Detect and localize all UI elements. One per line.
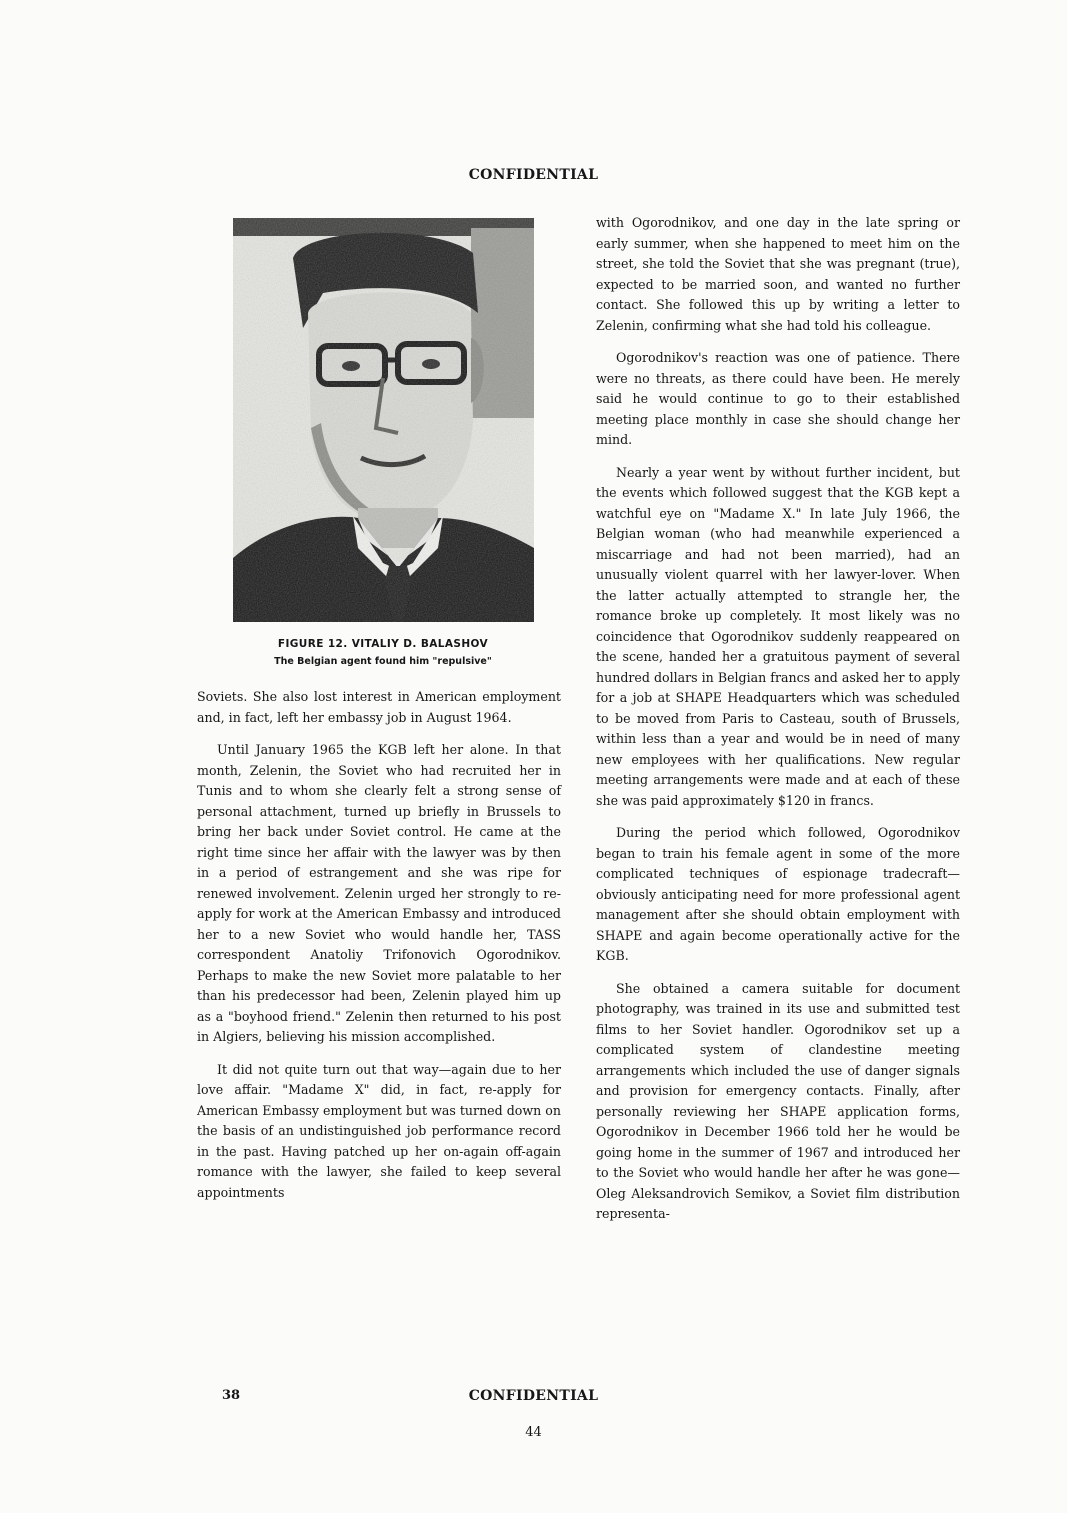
paragraph: with Ogorodnikov, and one day in the late spring or early summer, when she happened to meet him on the street, she told the Soviet that she was pregnant (true), expected to be married soon, and wanted no further contact. She followed this up by writing a letter to Zelenin, confirming what she had told his colleague. (596, 215, 960, 333)
portrait-photo (233, 218, 534, 622)
figure-caption-title: FIGURE 12. VITALIY D. BALASHOV (277, 638, 489, 650)
paragraph: Until January 1965 the KGB left her alone. In that month, Zelenin, the Soviet who had recruited her in Tunis and to whom she clearly felt a strong sense of personal attachment, turned up briefly in Brussels to bring her back under Soviet control. He came at the right time since her affair with the lawyer was by then in a period of estrangement and she was ripe for renewed involvement. Zelenin urged her strongly to re-apply for work at the American Embassy and introduced her to a new Soviet who would handle her, TASS correspondent Anatoliy Trifonovich Ogorodnikov. Perhaps to make the new Soviet more palatable to her than his predecessor had been, Zelenin played him up as a "boyhood friend." Zelenin then returned to his post in Algiers, believing his mission accomplished. (197, 742, 561, 1044)
paragraph: Soviets. She also lost interest in American employment and, in fact, left her embassy job in August 1964. (197, 689, 561, 725)
page-header: CONFIDENTIAL (468, 167, 599, 183)
figure-caption-subtitle: The Belgian agent found him "repulsive" (274, 656, 492, 667)
paragraph: Ogorodnikov's reaction was one of patience. There were no threats, as there could have been. He merely said he would continue to go to their established meeting place monthly in case she should change her mind. (596, 350, 960, 447)
page-footer: CONFIDENTIAL (468, 1388, 599, 1404)
page-number: 38 (222, 1388, 241, 1403)
paragraph: Nearly a year went by without further incident, but the events which followed suggest that the KGB kept a watchful eye on "Madame X." In late July 1966, the Belgian woman (who had meanwhile experienced a miscarriage and had not been married), had an unusually violent quarrel with her lawyer-lover. When the latter actually attempted to strangle her, the romance broke up completely. It most likely was no coincidence that Ogorodnikov suddenly reappeared on the scene, handed her a gratuitous payment of several hundred dollars in Belgian francs and asked her to apply for a job at SHAPE Headquarters which was scheduled to be moved from Paris to Casteau, south of Brussels, within less than a year and would be in need of many new employees with her qualifications. New regular meeting arrangements were made and at each of these she was paid approximately $120 in francs. (596, 464, 960, 808)
paragraph: She obtained a camera suitable for document photography, was trained in its use and submitted test films to her Soviet handler. Ogorodnikov set up a complicated system of clandestine meeting arrangements which included the use of danger signals and provision for emergency contacts. Finally, after personally reviewing her SHAPE application forms, Ogorodnikov in December 1966 told her he would be going home in the summer of 1967 and introduced her to the Soviet who would handle her after he was gone—Oleg Aleksandrovich Semikov, a Soviet film distribution representa- (596, 980, 960, 1221)
frame-number: 44 (525, 1425, 542, 1440)
right-column (596, 213, 960, 1237)
paragraph: It did not quite turn out that way—again due to her love affair. "Madame X" did, in fact, re-apply for American Embassy employment but was turned down on the basis of an undistinguished job performance record in the past. Having patched up her on-again off-again romance with the lawyer, she failed to keep several appointments (197, 1061, 561, 1200)
left-column (197, 687, 561, 1215)
paragraph: During the period which followed, Ogorodnikov began to train his female agent in some of the more complicated techniques of espionage tradecraft—obviously anticipating need for more professional agent management after she should obtain employment with SHAPE and again become operationally active for the KGB. (596, 825, 960, 963)
